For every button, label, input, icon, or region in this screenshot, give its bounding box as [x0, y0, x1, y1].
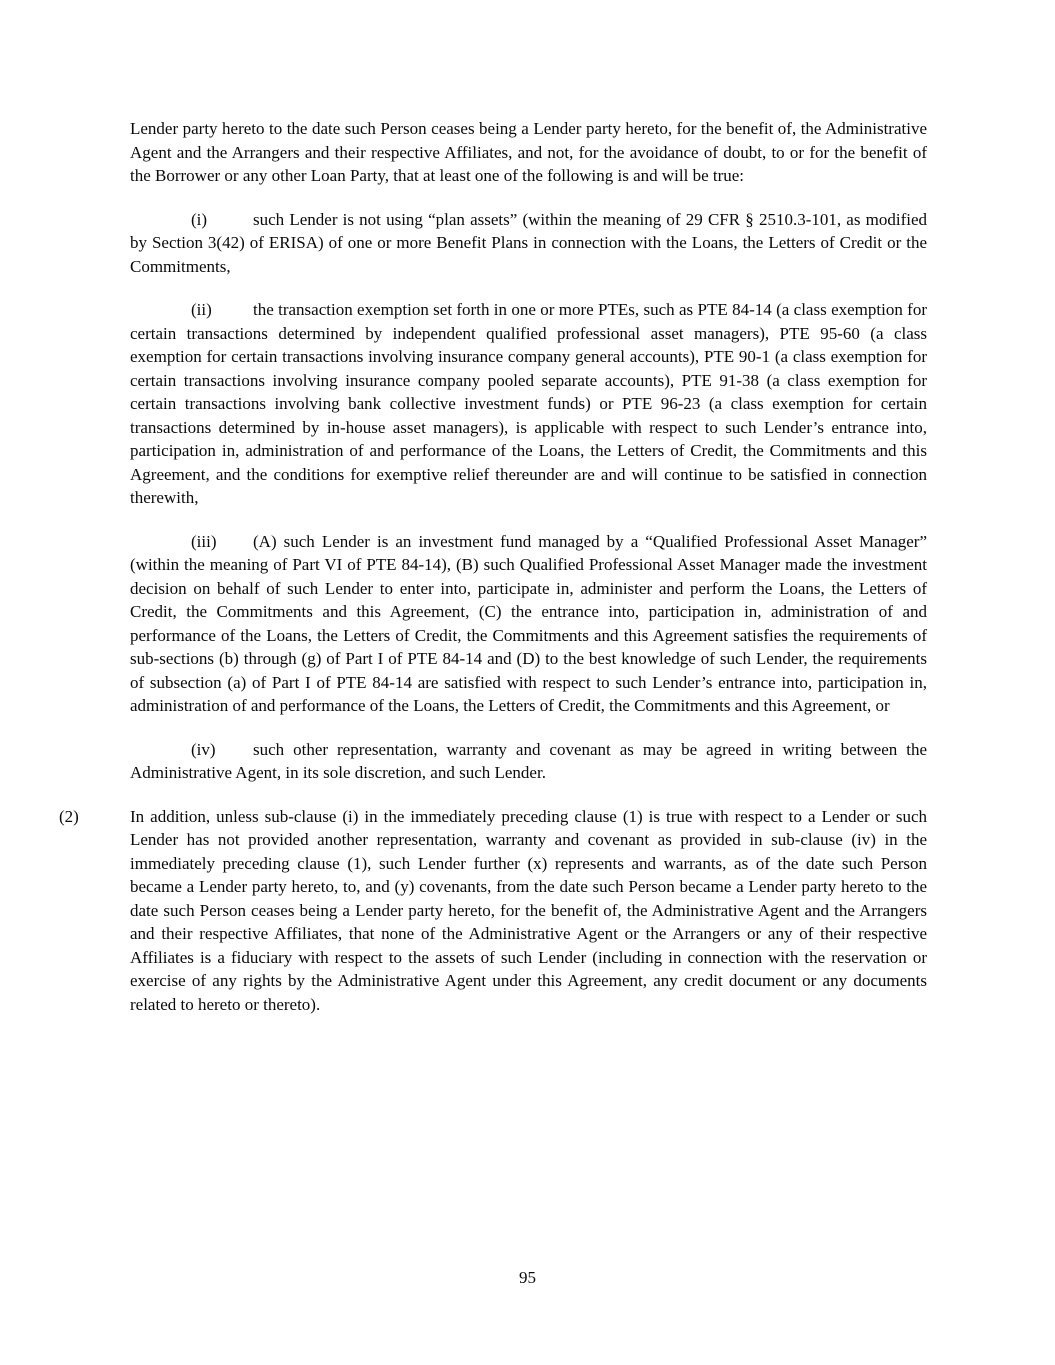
clause-iv-text: such other representation, warranty and covenant as may be agreed in writing between the Administrative Agent, in its sole discretion, and such Lender.: [130, 739, 927, 782]
clause-iv-label: (iv): [191, 739, 216, 759]
clause-2: [59, 805, 927, 1017]
clause-iii-label: (iii): [191, 531, 217, 551]
intro-paragraph: Lender party hereto to the date such Person ceases being a Lender party hereto, for the benefit of, the Administrative Agent and the Arrangers and their respective Affiliates, and not, for the avoidance of doubt, to or for the benefit of the Borrower or any other Loan Party, that at least one of the following is and will be true:: [130, 119, 927, 185]
clause-i-label: (i): [191, 209, 208, 229]
clause-ii: [130, 298, 927, 510]
clause-2-label: (2): [59, 806, 79, 826]
clause-ii-text: the transaction exemption set forth in one or more PTEs, such as PTE 84-14 (a class exemption for certain transactions determined by independent qualified professional asset managers), PTE 95-60 (a class exemption for certain transactions involving insurance company general accounts), PTE 90-1 (a class exemption for certain transactions involving insurance company pooled separate accounts), PTE 91-38 (a class exemption for certain transactions involving bank collective investment funds) or PTE 96-23 (a class exemption for certain transactions determined by in-house asset managers), is applicable with respect to such Lender’s entrance into, participation in, administration of and performance of the Loans, the Letters of Credit, the Commitments and this Agreement, and the conditions for exemptive relief thereunder are and will continue to be satisfied in connection therewith,: [130, 300, 927, 507]
clause-iii-text: (A) such Lender is an investment fund managed by a “Qualified Professional Asset Manager” (within the meaning of Part VI of PTE 84-14), (B) such Qualified Professional Asset Manager made the investment decision on behalf of such Lender to enter into, participate in, administer and perform the Loans, the Letters of Credit, the Commitments and this Agreement, (C) the entrance into, participation in, administration of and performance of the Loans, the Letters of Credit, the Commitments and this Agreement satisfies the requirements of sub-sections (b) through (g) of Part I of PTE 84-14 and (D) to the best knowledge of such Lender, the requirements of subsection (a) of Part I of PTE 84-14 are satisfied with respect to such Lender’s entrance into, participation in, administration of and performance of the Loans, the Letters of Credit, the Commitments and this Agreement, or: [130, 531, 927, 715]
clause-ii-label: (ii): [191, 300, 212, 319]
document-body: [59, 117, 927, 1036]
page-number: 95: [519, 1268, 536, 1287]
clause-2-text: In addition, unless sub-clause (i) in the immediately preceding clause (1) is true with respect to a Lender or such Lender has not provided another representation, warranty and covenant as provided in sub-clause (iv) in the immediately preceding clause (1), such Lender further (x) represents and warrants, as of the date such Person became a Lender party hereto, to, and (y) covenants, from the date such Person became a Lender party hereto to the date such Person ceases being a Lender party hereto, for the benefit of, the Administrative Agent and the Arrangers and their respective Affiliates, that none of the Administrative Agent or the Arrangers or any of their respective Affiliates is a fiduciary with respect to the assets of such Lender (including in connection with the reservation or exercise of any rights by the Administrative Agent under this Agreement, any credit document or any documents related to hereto or thereto).: [130, 806, 927, 1014]
clause-iv: [130, 738, 927, 785]
clause-i-text: such Lender is not using “plan assets” (within the meaning of 29 CFR § 2510.3-101, as modified by Section 3(42) of ERISA) of one or more Benefit Plans in connection with the Loans, the Letters of Credit or the Commitments,: [130, 209, 927, 276]
clause-iii: [130, 530, 927, 718]
clause-i: [130, 208, 927, 279]
